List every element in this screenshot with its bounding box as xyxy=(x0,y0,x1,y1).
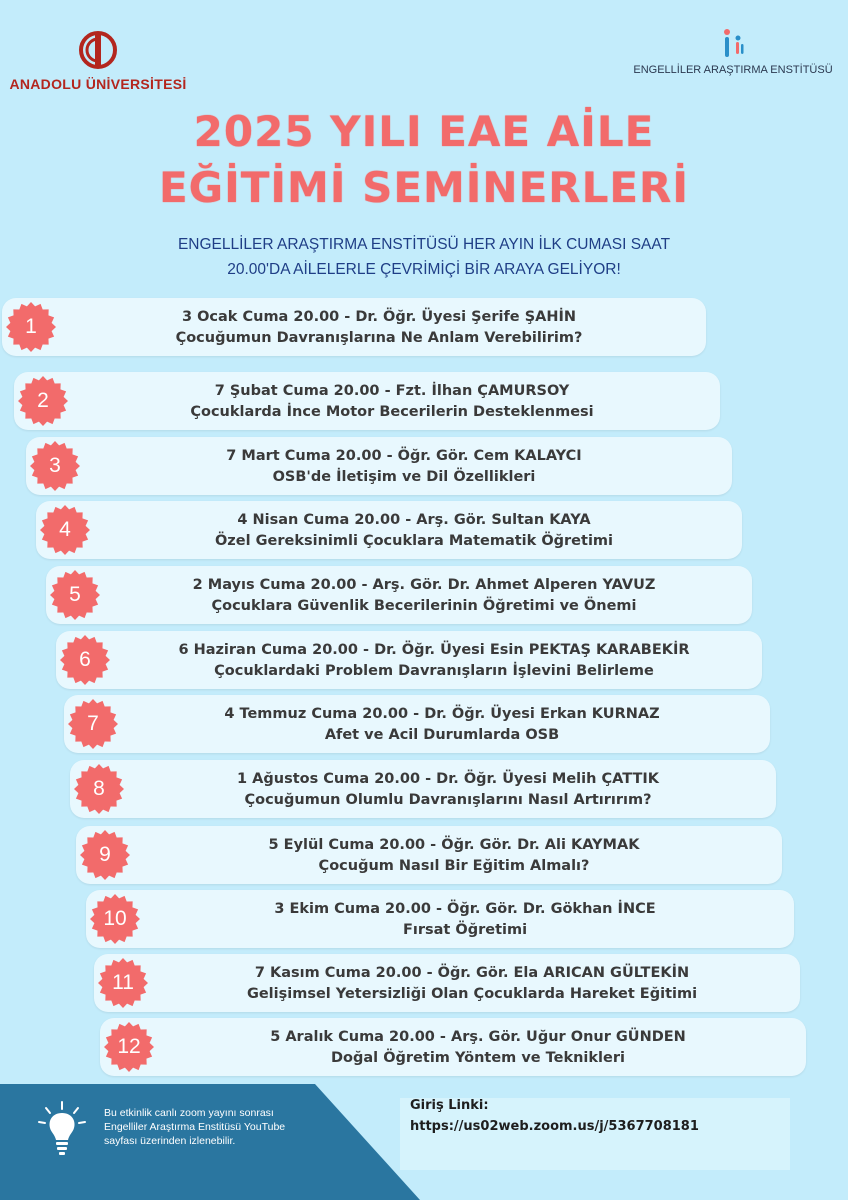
seminar-card xyxy=(46,566,752,624)
number-badge: 12 xyxy=(104,1022,154,1072)
number-badge: 10 xyxy=(90,894,140,944)
seminar-topic: Çocuğumun Olumlu Davranışlarını Nasıl Artırırım? xyxy=(244,792,652,808)
subtitle-line-2: 20.00'DA AİLELERLE ÇEVRİMİÇİ BİR ARAYA GELİYOR! xyxy=(227,261,621,278)
seminar-date-speaker: 3 Ekim Cuma 20.00 - Öğr. Gör. Dr. Gökhan İNCE xyxy=(274,901,656,917)
seminar-date-speaker: 2 Mayıs Cuma 20.00 - Arş. Gör. Dr. Ahmet Alperen YAVUZ xyxy=(192,577,656,593)
title-line-1: 2025 YILI EAE AİLE xyxy=(193,107,655,156)
seminar-topic: Fırsat Öğretimi xyxy=(402,922,528,938)
seminar-date-speaker: 5 Aralık Cuma 20.00 - Arş. Gör. Uğur Onur GÜNDEN xyxy=(270,1029,686,1045)
seminar-card xyxy=(94,954,800,1012)
university-name: ANADOLU ÜNİVERSİTESİ xyxy=(9,76,187,92)
lightbulb-icon xyxy=(36,1100,88,1156)
seminar-card xyxy=(100,1018,806,1076)
seminar-card xyxy=(56,631,762,689)
seminar-date-speaker: 7 Mart Cuma 20.00 - Öğr. Gör. Cem KALAYCI xyxy=(226,448,582,464)
seminar-card xyxy=(64,695,770,753)
seminar-topic: Gelişimsel Yetersizliği Olan Çocuklarda Hareket Eğitimi xyxy=(246,986,698,1002)
seminar-card xyxy=(86,890,794,948)
seminar-card xyxy=(70,760,776,818)
number-badge: 1 xyxy=(6,302,56,352)
seminar-date-speaker: 7 Kasım Cuma 20.00 - Öğr. Gör. Ela ARICAN GÜLTEKİN xyxy=(254,965,690,981)
anadolu-logo xyxy=(8,30,188,92)
seminar-card xyxy=(2,298,706,356)
seminar-date-speaker: 5 Eylül Cuma 20.00 - Öğr. Gör. Dr. Ali KAYMAK xyxy=(268,837,640,853)
seminar-date-speaker: 3 Ocak Cuma 20.00 - Dr. Öğr. Üyesi Şerife ŞAHİN xyxy=(181,309,577,325)
number-badge: 7 xyxy=(68,699,118,749)
link-label: Giriş Linki: xyxy=(410,1098,489,1113)
seminar-topic: Afet ve Acil Durumlarda OSB xyxy=(324,727,560,743)
footer-note: Bu etkinlik canlı zoom yayını sonrası Engelliler Araştırma Enstitüsü YouTube sayfası üzerinden izlenebilir. xyxy=(104,1107,286,1147)
seminar-date-speaker: 4 Temmuz Cuma 20.00 - Dr. Öğr. Üyesi Erkan KURNAZ xyxy=(224,706,660,722)
number-badge: 9 xyxy=(80,830,130,880)
title-line-2: EĞİTİMİ SEMİNERLERİ xyxy=(158,163,690,212)
eae-logo xyxy=(628,28,838,76)
number-badge: 6 xyxy=(60,635,110,685)
seminar-card xyxy=(36,501,742,559)
seminar-topic: Çocuklarda İnce Motor Becerilerin Desteklenmesi xyxy=(190,404,594,420)
seminar-topic: Çocuğum Nasıl Bir Eğitim Almalı? xyxy=(318,858,590,874)
number-badge: 5 xyxy=(50,570,100,620)
number-badge: 3 xyxy=(30,441,80,491)
page-title xyxy=(0,104,848,216)
number-badge: 11 xyxy=(98,958,148,1008)
subtitle-line-1: ENGELLİLER ARAŞTIRMA ENSTİTÜSÜ HER AYIN İLK CUMASI SAAT xyxy=(177,236,671,253)
seminar-topic: Çocuklara Güvenlik Becerilerinin Öğretimi ve Önemi xyxy=(211,598,637,614)
seminar-topic: Çocuklardaki Problem Davranışların İşlevini Belirleme xyxy=(214,663,654,679)
seminar-topic: Özel Gereksinimli Çocuklara Matematik Öğretimi xyxy=(214,533,613,549)
seminar-card xyxy=(76,826,782,884)
seminar-date-speaker: 1 Ağustos Cuma 20.00 - Dr. Öğr. Üyesi Melih ÇATTIK xyxy=(237,771,659,787)
number-badge: 4 xyxy=(40,505,90,555)
anadolu-emblem-icon xyxy=(78,30,118,70)
seminar-date-speaker: 6 Haziran Cuma 20.00 - Dr. Öğr. Üyesi Esin PEKTAŞ KARABEKİR xyxy=(178,642,690,658)
people-icon xyxy=(721,28,745,60)
seminar-topic: OSB'de İletişim ve Dil Özellikleri xyxy=(272,469,536,485)
seminar-date-speaker: 4 Nisan Cuma 20.00 - Arş. Gör. Sultan KAYA xyxy=(237,512,591,528)
seminar-topic: Çocuğumun Davranışlarına Ne Anlam Verebilirim? xyxy=(175,330,583,346)
zoom-link[interactable]: https://us02web.zoom.us/j/5367708181 xyxy=(410,1119,699,1134)
seminar-card xyxy=(14,372,720,430)
seminar-date-speaker: 7 Şubat Cuma 20.00 - Fzt. İlhan ÇAMURSOY xyxy=(214,383,570,399)
number-badge: 2 xyxy=(18,376,68,426)
number-badge: 8 xyxy=(74,764,124,814)
seminar-topic: Doğal Öğretim Yöntem ve Teknikleri xyxy=(331,1050,625,1066)
institute-name: ENGELLİLER ARAŞTIRMA ENSTİTÜSÜ xyxy=(633,64,833,76)
seminar-card xyxy=(26,437,732,495)
page-subtitle xyxy=(0,232,848,282)
